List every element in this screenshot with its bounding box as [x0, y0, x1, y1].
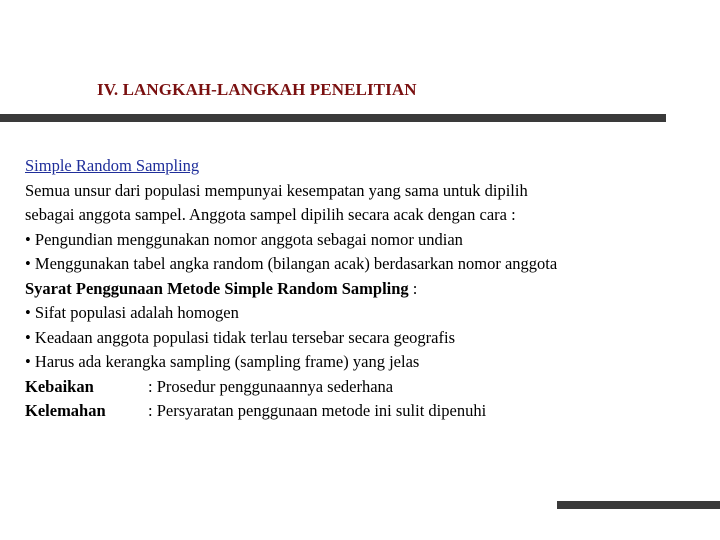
section-heading-link[interactable]: Simple Random Sampling	[25, 156, 200, 175]
bottom-divider-bar	[557, 501, 720, 509]
method-bullet-1: • Pengundian menggunakan nomor anggota sebagai nomor undian	[25, 229, 463, 249]
requirements-colon: :	[408, 278, 418, 298]
requirement-bullet-2: • Keadaan anggota populasi tidak terlau tersebar secara geografis	[25, 327, 455, 347]
top-divider-bar	[0, 114, 666, 122]
disadvantage-label: Kelemahan	[25, 401, 106, 420]
requirement-bullet-1: • Sifat populasi adalah homogen	[25, 303, 239, 322]
advantage-label: Kebaikan	[25, 376, 94, 396]
section-heading-line	[25, 154, 715, 179]
advantage-row	[25, 375, 715, 400]
requirements-heading: Syarat Penggunaan Metode Simple Random Sampling	[25, 278, 409, 298]
slide-body	[25, 154, 715, 424]
disadvantage-text: : Persyaratan penggunaan metode ini sulit dipenuhi	[148, 401, 487, 420]
slide-title: IV. LANGKAH-LANGKAH PENELITIAN	[97, 80, 417, 99]
disadvantage-row	[25, 399, 715, 424]
method-bullet-2: • Menggunakan tabel angka random (bilangan acak) berdasarkan nomor anggota	[25, 254, 558, 273]
requirements-heading-line	[25, 277, 715, 302]
intro-line-1: Semua unsur dari populasi mempunyai kesempatan yang sama untuk dipilih	[25, 180, 528, 200]
intro-line-2: sebagai anggota sampel. Anggota sampel dipilih secara acak dengan cara :	[25, 205, 516, 224]
advantage-text: : Prosedur penggunaannya sederhana	[148, 376, 394, 396]
requirement-bullet-3: • Harus ada kerangka sampling (sampling frame) yang jelas	[25, 352, 420, 371]
